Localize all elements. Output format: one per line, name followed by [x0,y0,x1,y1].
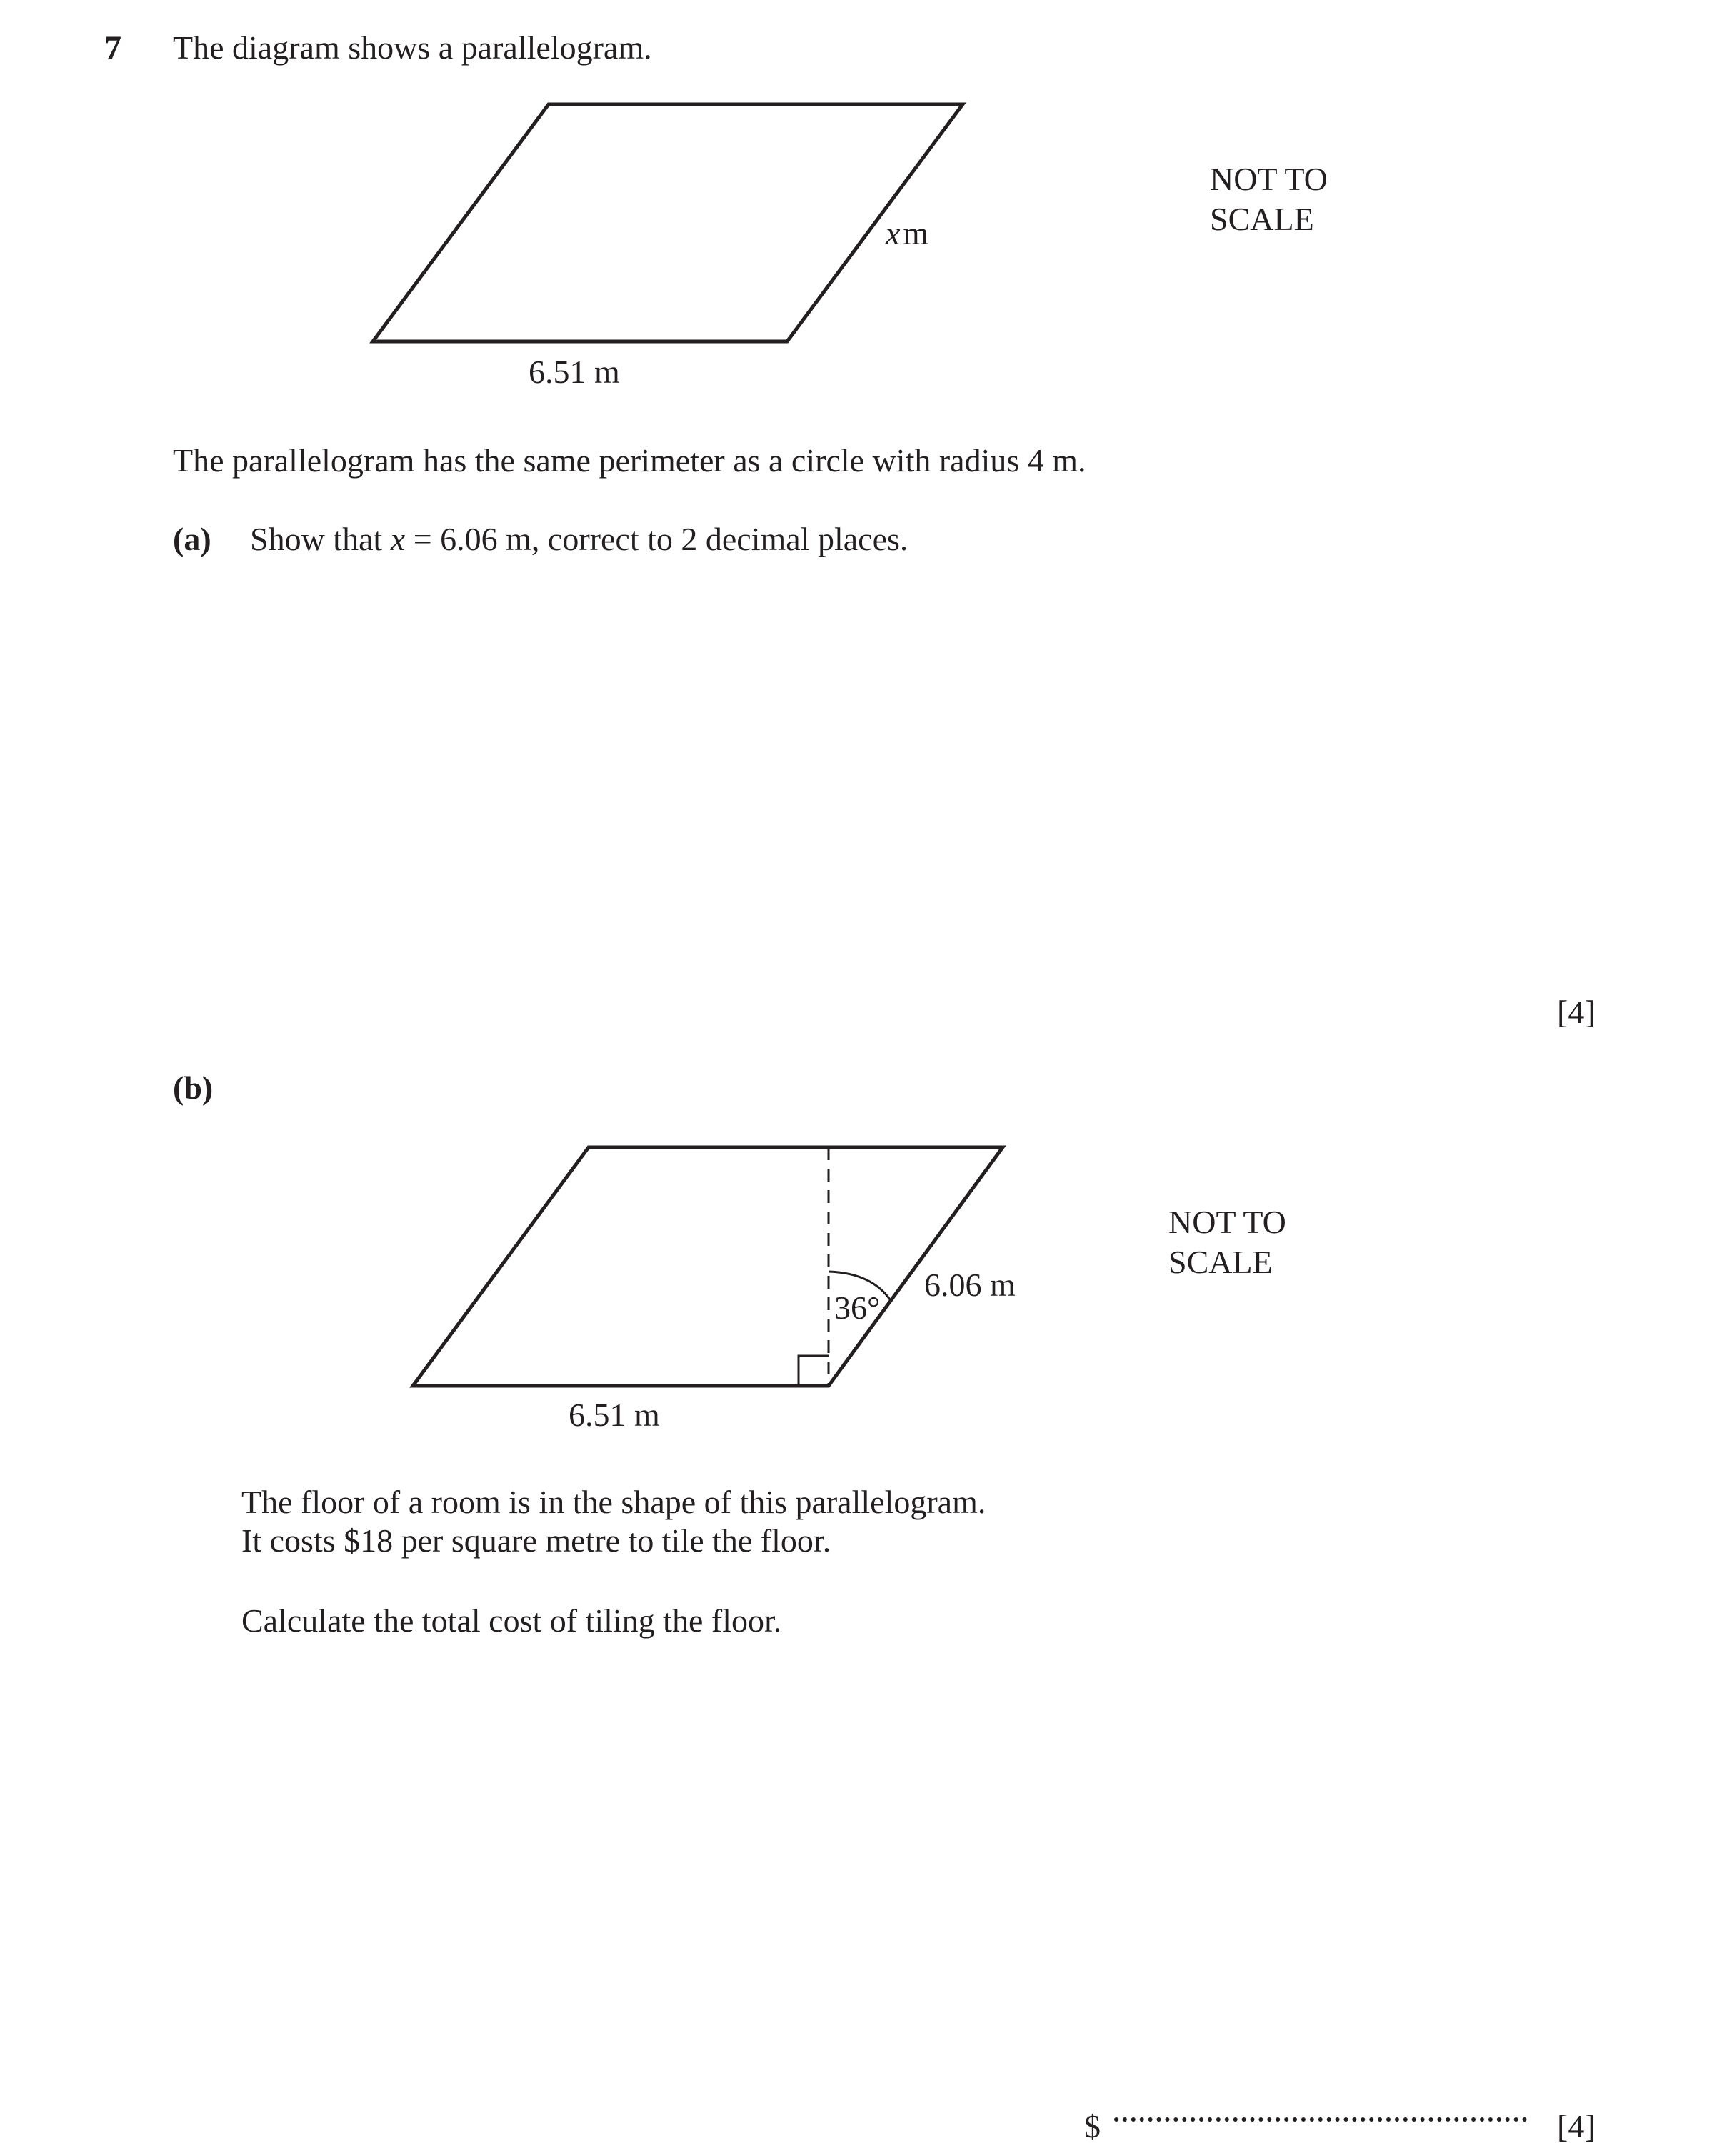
not-to-scale-b-line2: SCALE [1168,1244,1273,1280]
not-to-scale-a-line2: SCALE [1210,201,1314,237]
part-a-label: (a) [173,521,211,557]
part-a-text-before: Show that [250,521,383,557]
right-angle-marker [799,1356,829,1386]
answer-dollar-sign: $ [1084,2108,1101,2145]
part-b-label: (b) [173,1069,214,1106]
base-label-a: 6.51 m [529,354,620,390]
part-a-text-after: = 6.06 m, correct to 2 decimal places. [413,521,908,557]
base-label-b: 6.51 m [569,1397,660,1433]
part-b-instruction: Calculate the total cost of tiling the floor. [241,1602,782,1639]
parallelogram-a [373,104,963,341]
parallelogram-b [413,1147,1003,1386]
side-label-a: xm [886,215,929,251]
part-b-text-line2: It costs $18 per square metre to tile the floor. [241,1522,831,1559]
not-to-scale-a-line1: NOT TO [1210,161,1328,197]
part-b-marks: [4] [1557,2108,1596,2145]
not-to-scale-b-line1: NOT TO [1168,1204,1286,1240]
part-a-question [250,523,908,556]
part-a-variable: x [390,521,406,557]
side-label-b: 6.06 m [924,1267,1016,1303]
question-number: 7 [104,29,121,67]
question-intro: The diagram shows a parallelogram. [173,29,652,66]
angle-label: 36° [834,1289,881,1326]
perimeter-statement: The parallelogram has the same perimeter as a circle with radius 4 m. [173,442,1086,479]
answer-input-line[interactable] [1114,2107,1527,2122]
part-a-marks: [4] [1557,994,1596,1030]
part-b-text-line1: The floor of a room is in the shape of this parallelogram. [241,1484,986,1520]
